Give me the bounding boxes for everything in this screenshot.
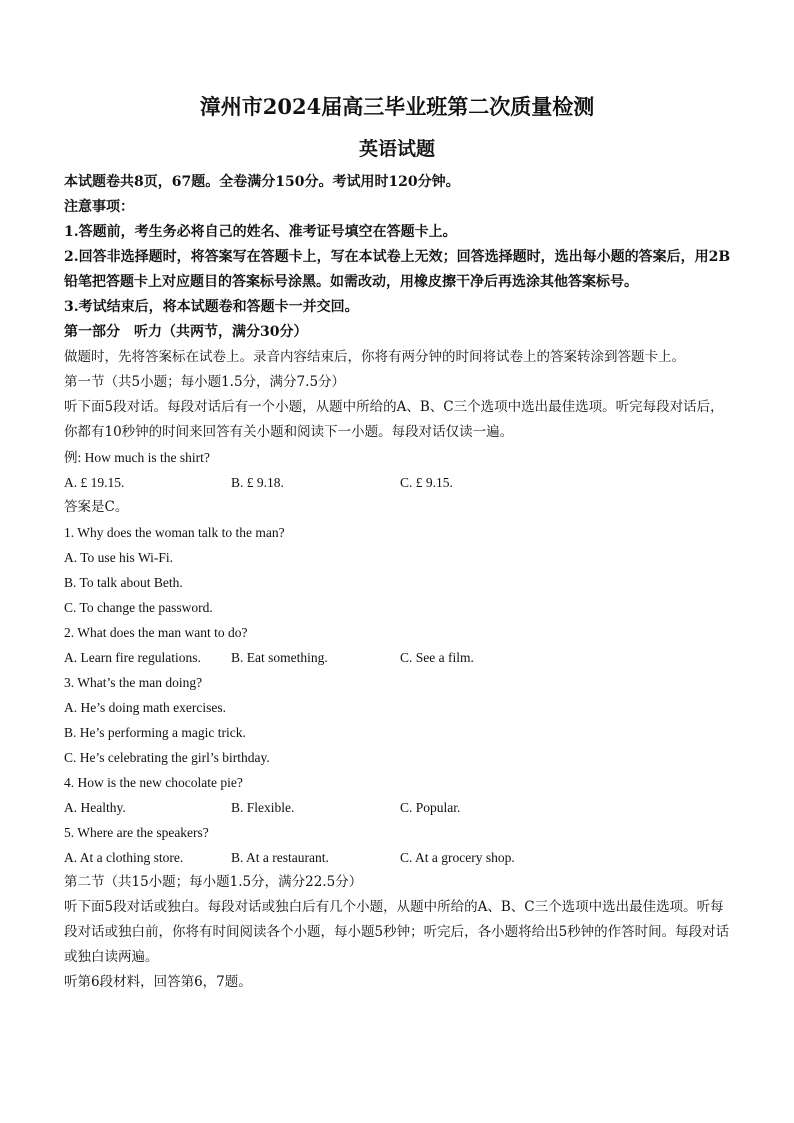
question-5: 5. Where are the speakers?: [64, 825, 209, 840]
question-3-option-b: B. He’s performing a magic trick.: [64, 725, 246, 740]
question-3-option-a: A. He’s doing math exercises.: [64, 700, 226, 715]
example-option-b: B. £ 9.18.: [231, 475, 284, 490]
question-4-option-b: B. Flexible.: [231, 800, 295, 815]
part1-heading: 第一部分 听力（共两节，满分30分）: [64, 324, 308, 340]
question-2-option-a: A. Learn fire regulations.: [64, 650, 201, 665]
question-5-option-b: B. At a restaurant.: [231, 850, 329, 865]
question-4-options: [64, 795, 732, 820]
question-1-option-b: B. To talk about Beth.: [64, 575, 183, 590]
question-1-option-a: A. To use his Wi-Fi.: [64, 550, 174, 565]
note-2: 2.回答非选择题时，将答案写在答题卡上，写在本试卷上无效；回答选择题时，选出每小题的答案后，用2B铅笔把答题卡上对应题目的答案标号涂黑。如需改动，用橡皮擦干净后再选涂其他答案标号。: [64, 249, 731, 290]
question-2-options: [64, 645, 732, 670]
exam-title: 漳州市2024届高三毕业班第二次质量检测: [199, 94, 595, 119]
example-option-a: A. £ 19.15.: [64, 475, 125, 490]
example-option-c: C. £ 9.15.: [400, 475, 453, 490]
question-4-option-c: C. Popular.: [400, 800, 461, 815]
notes-heading: 注意事项：: [64, 199, 134, 215]
section2-heading: 第二节（共15小题；每小题1.5分，满分22.5分）: [64, 874, 363, 890]
exam-intro: 本试题卷共8页，67题。全卷满分150分。考试用时120分钟。: [64, 174, 460, 190]
question-2-option-b: B. Eat something.: [231, 650, 328, 665]
question-2-option-c: C. See a film.: [400, 650, 474, 665]
question-3-option-c: C. He’s celebrating the girl’s birthday.: [64, 750, 270, 765]
exam-subtitle: 英语试题: [358, 138, 435, 160]
question-4-option-a: A. Healthy.: [64, 800, 126, 815]
question-1: 1. Why does the woman talk to the man?: [64, 525, 285, 540]
question-4: 4. How is the new chocolate pie?: [64, 775, 243, 790]
example-answer: 答案是C。: [64, 499, 129, 515]
question-3: 3. What’s the man doing?: [64, 675, 203, 690]
question-5-option-c: C. At a grocery shop.: [400, 850, 515, 865]
part1-instruction: 做题时，先将答案标在试卷上。录音内容结束后，你将有两分钟的时间将试卷上的答案转涂到答题卡上。: [64, 349, 685, 365]
question-2: 2. What does the man want to do?: [64, 625, 248, 640]
question-5-option-a: A. At a clothing store.: [64, 850, 184, 865]
section1-heading: 第一节（共5小题；每小题1.5分，满分7.5分）: [64, 374, 346, 390]
section1-instruction: 听下面5段对话。每段对话后有一个小题，从题中所给的A、B、C三个选项中选出最佳选项。听完每段对话后，你都有10秒钟的时间来回答有关小题和阅读下一小题。每段对话仅读一遍。: [64, 399, 724, 440]
example-options: [64, 470, 732, 495]
note-3: 3.考试结束后，将本试题卷和答题卡一并交回。: [64, 299, 359, 315]
section2-prompt-6: 听第6段材料，回答第6，7题。: [64, 974, 252, 990]
question-5-options: [64, 845, 732, 870]
exam-content: [64, 170, 732, 995]
example-question: 例: How much is the shirt?: [64, 450, 210, 465]
section2-instruction: 听下面5段对话或独白。每段对话或独白后有几个小题，从题中所给的A、B、C三个选项中选出最佳选项。听每段对话或独白前，你将有时间阅读各个小题，每小题5秒钟；听完后，各小题将给出5秒钟的作答时间。每段对话或独白读两遍。: [64, 899, 730, 965]
question-1-option-c: C. To change the password.: [64, 600, 213, 615]
note-1: 1.答题前，考生务必将自己的姓名、准考证号填空在答题卡上。: [64, 224, 457, 240]
